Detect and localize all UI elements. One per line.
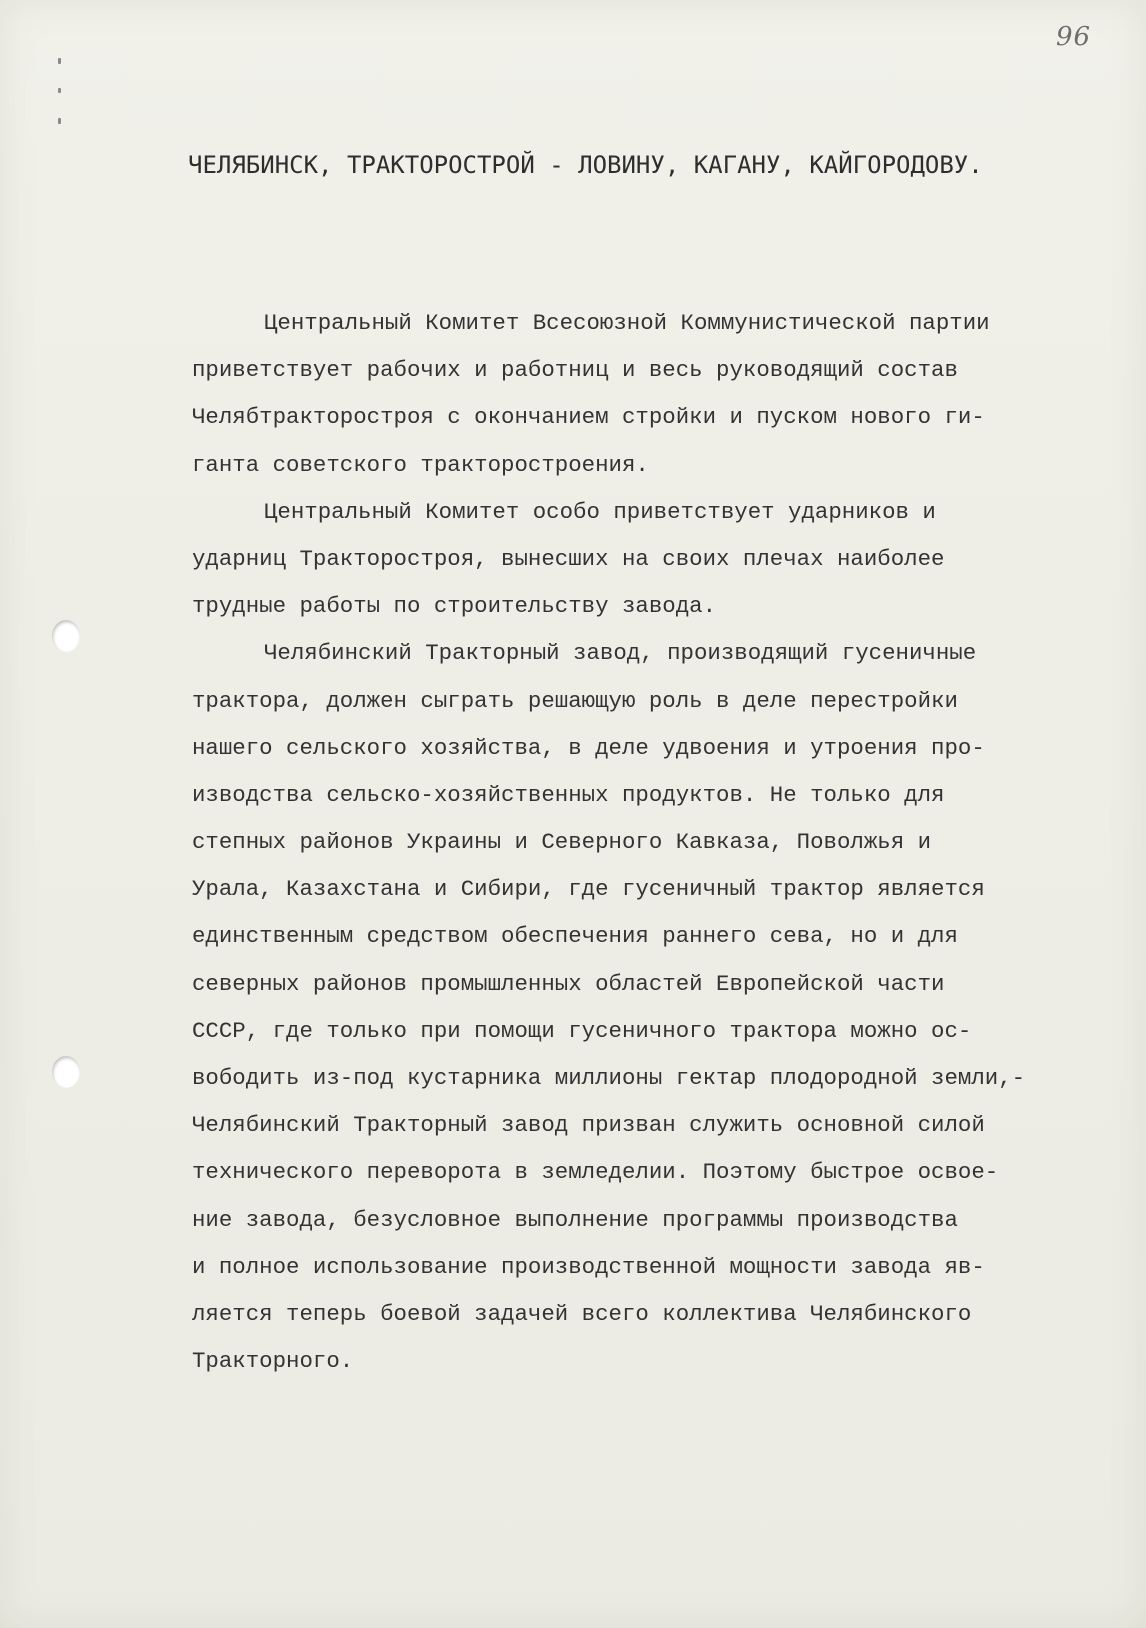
- margin-mark: [58, 88, 61, 93]
- telegram-heading: ЧЕЛЯБИНСК, ТРАКТОРОСТРОЙ - ЛОВИНУ, КАГАНУ, КАЙГОРОДОВУ.: [188, 151, 983, 179]
- punch-hole: [52, 1056, 80, 1088]
- paragraph-3: [192, 630, 1092, 1385]
- text-line: изводства сельско-хозяйственных продуктов. Не только для: [192, 781, 945, 808]
- paragraph-1: [192, 300, 1092, 489]
- page-number: 96: [1056, 22, 1092, 52]
- text-line: Челябинский Тракторный завод, производящий гусеничные: [264, 640, 977, 667]
- text-line: Центральный Комитет особо приветствует ударников и: [264, 498, 936, 525]
- text-line: трудные работы по строительству завода.: [192, 593, 717, 620]
- punch-hole: [52, 620, 80, 652]
- text-line: Челябтракторостроя с окончанием стройки и пуском нового ги-: [192, 404, 985, 431]
- text-line: и полное использование производственной мощности завода яв-: [192, 1253, 985, 1280]
- text-line: СССР, где только при помощи гусеничного трактора можно ос-: [192, 1017, 972, 1044]
- text-line: Урала, Казахстана и Сибири, где гусеничный трактор является: [192, 876, 985, 903]
- text-line: вободить из-под кустарника миллионы гектар плодородной земли,-: [192, 1065, 1026, 1091]
- text-line: технического переворота в земледелии. Поэтому быстрое освое-: [192, 1159, 999, 1186]
- text-line: северных районов промышленных областей Европейской части: [192, 970, 945, 997]
- text-line: Челябинский Тракторный завод призван служить основной силой: [192, 1112, 985, 1139]
- text-line: единственным средством обеспечения раннего сева, но и для: [192, 923, 958, 950]
- text-line: трактора, должен сыграть решающую роль в деле перестройки: [192, 687, 958, 714]
- text-line: ударниц Тракторостроя, вынесших на своих плечах наиболее: [192, 545, 945, 572]
- text-line: степных районов Украины и Северного Кавказа, Поволжья и: [192, 829, 932, 856]
- text-line: Центральный Комитет Всесоюзной Коммунистической партии: [264, 310, 990, 336]
- text-line: ние завода, безусловное выполнение программы производства: [192, 1206, 958, 1233]
- text-line: приветствует рабочих и работниц и весь руководящий состав: [192, 357, 958, 384]
- text-line: ганта советского тракторостроения.: [192, 451, 649, 478]
- telegram-body: [192, 300, 1092, 1385]
- text-line: Тракторного.: [192, 1348, 354, 1375]
- text-line: нашего сельского хозяйства, в деле удвоения и утроения про-: [192, 734, 985, 761]
- margin-mark: [58, 118, 61, 124]
- text-line: ляется теперь боевой задачей всего коллектива Челябинского: [192, 1300, 972, 1327]
- margin-mark: [58, 58, 61, 64]
- paragraph-2: [192, 489, 1092, 631]
